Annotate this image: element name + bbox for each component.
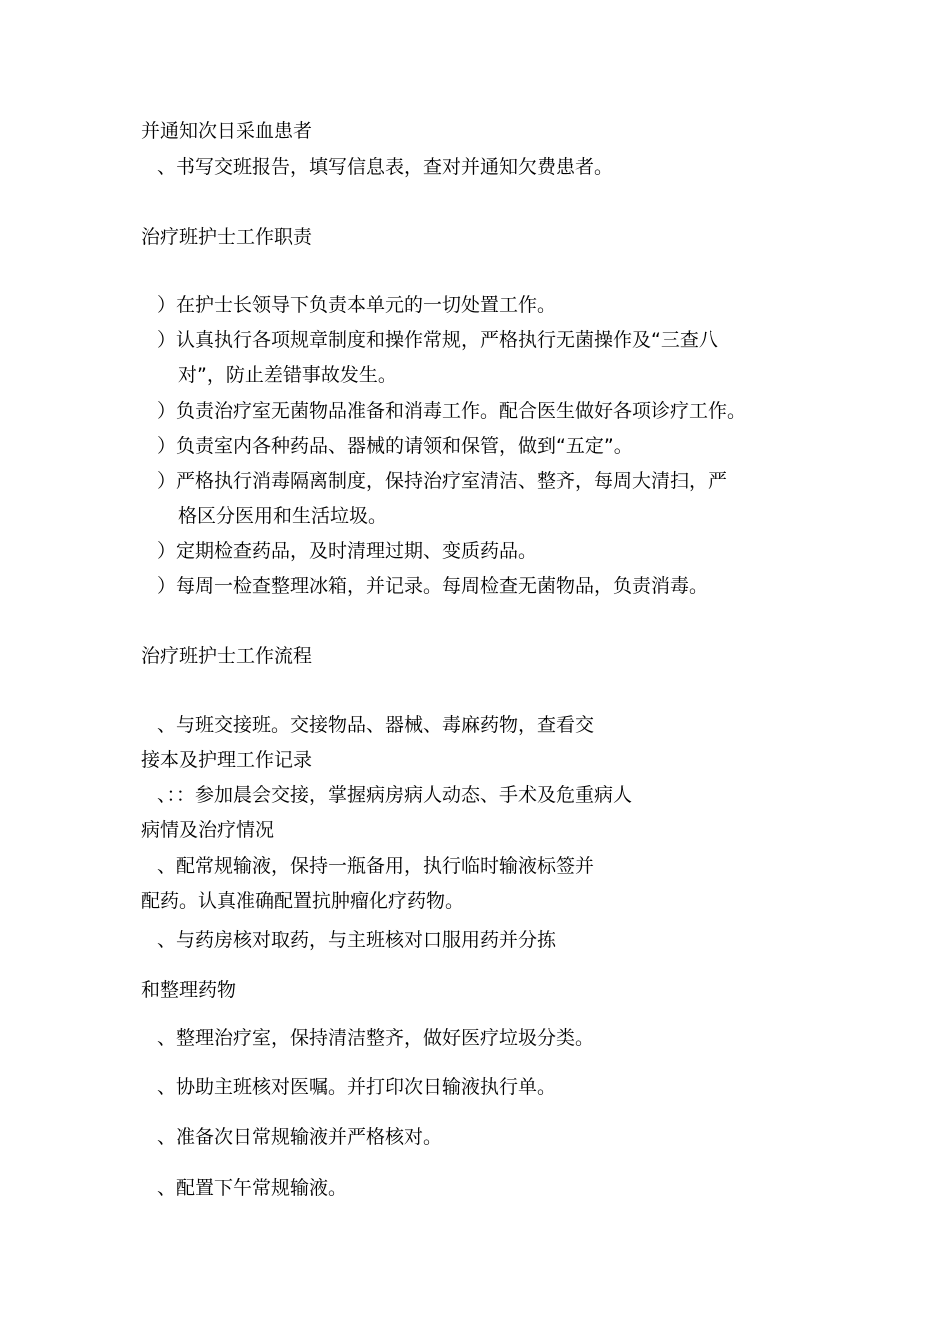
workflow-item-continuation: 接本及护理工作记录 [141,749,313,771]
duty-item: ）负责治疗室无菌物品准备和消毒工作。配合医生做好各项诊疗工作。 [157,400,747,422]
workflow-item: 、协助主班核对医嘱。并打印次日输液执行单。 [157,1076,557,1098]
workflow-item-continuation: 配药。认真准确配置抗肿瘤化疗药物。 [141,890,465,912]
duty-item-continuation: 对”，防止差错事故发生。 [178,364,397,386]
workflow-item: 、配常规输液，保持一瓶备用，执行临时输液标签并 [157,855,595,877]
duty-item: ）每周一检查整理冰箱，并记录。每周检查无菌物品，负责消毒。 [157,575,709,597]
duty-item: ）严格执行消毒隔离制度，保持治疗室清洁、整齐，每周大清扫，严 [157,470,728,492]
section-heading-duties: 治疗班护士工作职责 [141,226,313,248]
text-line: 并通知次日采血患者 [141,120,313,142]
workflow-item: 、整理治疗室，保持清洁整齐，做好医疗垃圾分类。 [157,1027,595,1049]
workflow-item: 、与药房核对取药，与主班核对口服用药并分拣 [157,929,557,951]
workflow-item: 、准备次日常规输液并严格核对。 [157,1126,443,1148]
duty-item: ）定期检查药品，及时清理过期、变质药品。 [157,540,538,562]
duty-item: ）认真执行各项规章制度和操作常规，严格执行无菌操作及“三查八 [157,329,718,351]
duty-item: ）负责室内各种药品、器械的请领和保管，做到“五定”。 [157,435,633,457]
section-heading-workflow: 治疗班护士工作流程 [141,645,313,667]
duty-item-continuation: 格区分医用和生活垃圾。 [178,505,388,527]
workflow-item: 、配置下午常规输液。 [157,1177,348,1199]
workflow-item: 、：：参加晨会交接，掌握病房病人动态、手术及危重病人 [157,784,633,806]
duty-item: ）在护士长领导下负责本单元的一切处置工作。 [157,294,557,316]
workflow-item-continuation: 病情及治疗情况 [141,819,275,841]
text-line: 、书写交班报告，填写信息表，查对并通知欠费患者。 [157,156,614,178]
workflow-item: 、与班交接班。交接物品、器械、毒麻药物，查看交 [157,714,595,736]
workflow-item-continuation: 和整理药物 [141,979,237,1001]
